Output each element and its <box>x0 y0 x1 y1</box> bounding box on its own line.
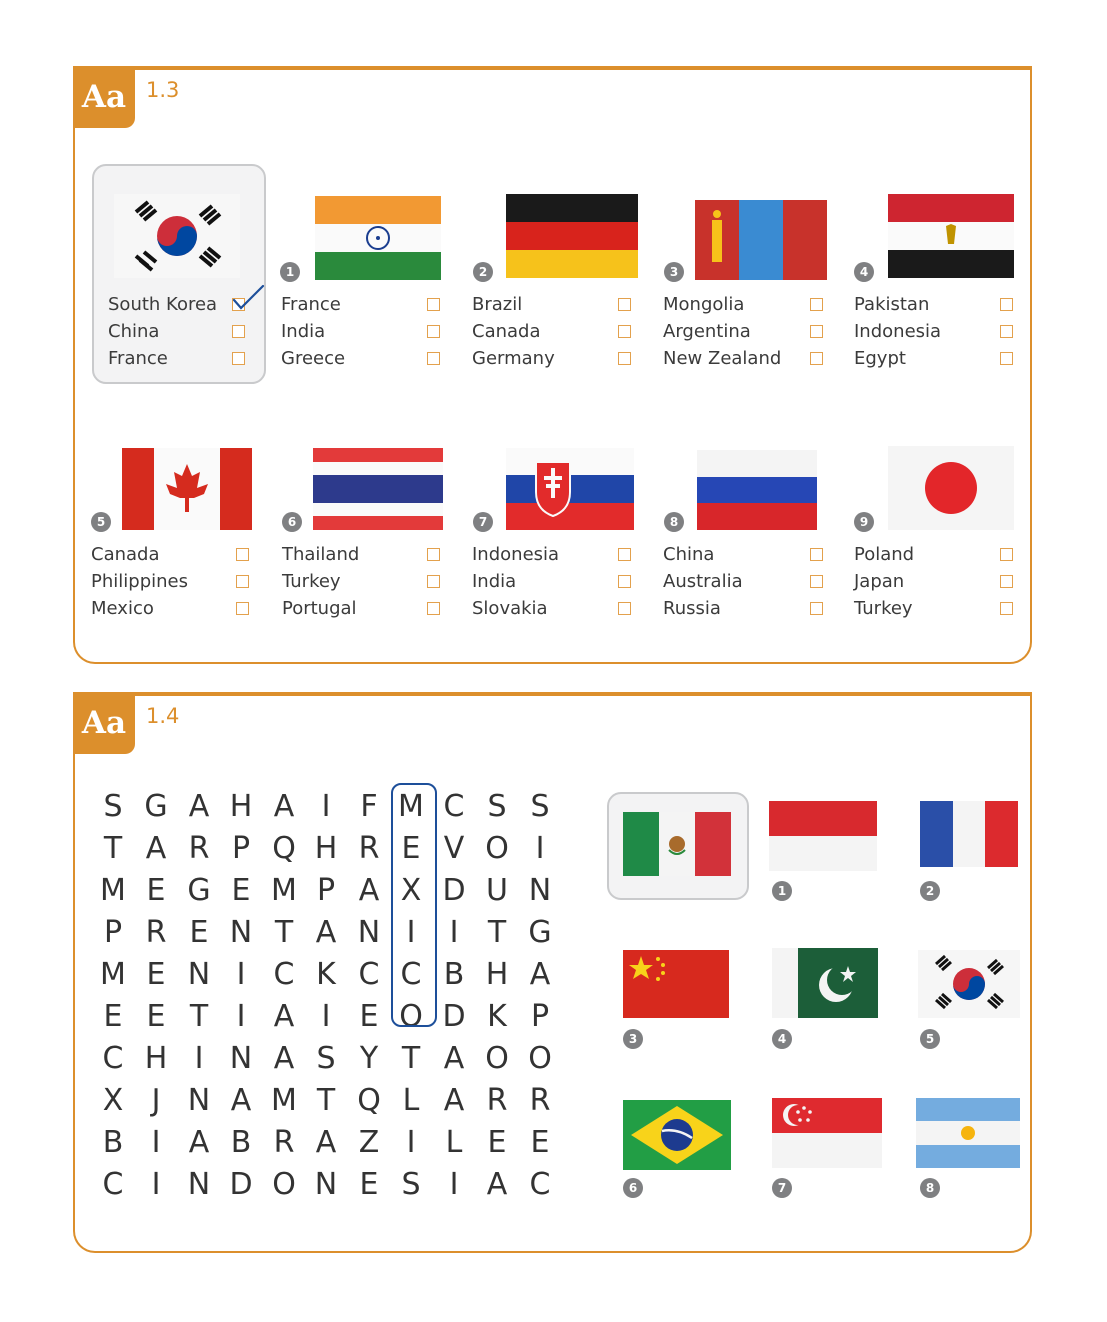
grid-letter[interactable]: R <box>188 831 210 866</box>
grid-letter[interactable]: A <box>273 1041 295 1076</box>
item-badge-2: 2 <box>473 262 493 282</box>
grid-letter[interactable]: I <box>406 915 416 950</box>
grid-letter[interactable]: C <box>443 789 465 824</box>
item-badge-6: 6 <box>282 512 302 532</box>
mongolia-flag <box>695 200 827 280</box>
grid-letter[interactable]: A <box>188 789 210 824</box>
item-8-checkbox-3[interactable] <box>810 602 823 615</box>
grid-letter[interactable]: R <box>358 831 380 866</box>
item-2-checkbox-3[interactable] <box>618 352 631 365</box>
grid-letter[interactable]: E <box>487 1125 507 1160</box>
grid-letter[interactable]: O <box>399 999 423 1034</box>
item-2-checkbox-1[interactable] <box>618 298 631 311</box>
grid-letter[interactable]: E <box>530 1125 550 1160</box>
grid-letter[interactable]: T <box>274 915 294 950</box>
south-korea-flag <box>114 194 240 278</box>
checkmark-icon <box>231 284 265 312</box>
item-5-option-3: Mexico <box>91 598 154 619</box>
grid-letter[interactable]: M <box>398 789 424 824</box>
japan-flag <box>888 446 1014 530</box>
item-2-checkbox-2[interactable] <box>618 325 631 338</box>
grid-letter[interactable]: T <box>189 999 209 1034</box>
grid-letter[interactable]: N <box>187 1167 211 1202</box>
russia-flag <box>697 450 817 530</box>
south-korea-flag <box>918 950 1020 1018</box>
flag-badge-8: 8 <box>920 1178 940 1198</box>
grid-letter[interactable]: C <box>102 1167 124 1202</box>
grid-letter[interactable]: E <box>231 873 251 908</box>
grid-letter[interactable]: I <box>535 831 545 866</box>
grid-letter[interactable]: B <box>102 1125 124 1160</box>
item-8-checkbox-1[interactable] <box>810 548 823 561</box>
grid-letter[interactable]: A <box>273 789 295 824</box>
item-3-option-1: Mongolia <box>663 294 745 315</box>
item-4-checkbox-2[interactable] <box>1000 325 1013 338</box>
item-5-checkbox-2[interactable] <box>236 575 249 588</box>
item-4-option-3: Egypt <box>854 348 906 369</box>
grid-letter[interactable]: G <box>528 915 552 950</box>
item-8-checkbox-2[interactable] <box>810 575 823 588</box>
grid-letter[interactable]: N <box>528 873 552 908</box>
example-option-2: China <box>108 321 160 342</box>
grid-letter[interactable]: I <box>321 789 331 824</box>
flag-badge-2: 2 <box>920 881 940 901</box>
item-5-checkbox-3[interactable] <box>236 602 249 615</box>
exercise-number: 1.4 <box>146 704 180 728</box>
grid-letter[interactable]: C <box>529 1167 551 1202</box>
grid-letter[interactable]: C <box>273 957 295 992</box>
grid-letter[interactable]: I <box>151 1125 161 1160</box>
grid-letter[interactable]: I <box>194 1041 204 1076</box>
pakistan-flag <box>772 948 878 1018</box>
example-checkbox-2[interactable] <box>232 325 245 338</box>
grid-letter[interactable]: I <box>449 1167 459 1202</box>
grid-letter[interactable]: L <box>402 1083 420 1118</box>
grid-letter[interactable]: I <box>321 999 331 1034</box>
item-badge-8: 8 <box>664 512 684 532</box>
exercise-1-3-panel <box>73 66 1032 664</box>
item-badge-9: 9 <box>854 512 874 532</box>
item-9-checkbox-3[interactable] <box>1000 602 1013 615</box>
grid-letter[interactable]: S <box>401 1167 421 1202</box>
flag-badge-7: 7 <box>772 1178 792 1198</box>
flag-badge-1: 1 <box>772 881 792 901</box>
item-badge-1: 1 <box>280 262 300 282</box>
word-search-grid <box>92 789 562 1209</box>
grid-letter[interactable]: D <box>229 1167 253 1202</box>
grid-letter[interactable]: S <box>316 1041 336 1076</box>
item-6-checkbox-1[interactable] <box>427 548 440 561</box>
grid-letter[interactable]: E <box>359 999 379 1034</box>
item-8-option-3: Russia <box>663 598 721 619</box>
grid-letter[interactable]: K <box>487 999 507 1034</box>
grid-letter[interactable]: K <box>316 957 336 992</box>
item-7-option-3: Slovakia <box>472 598 548 619</box>
grid-letter[interactable]: R <box>145 915 167 950</box>
grid-letter[interactable]: I <box>236 999 246 1034</box>
grid-letter[interactable]: T <box>401 1041 421 1076</box>
item-8-option-2: Australia <box>663 571 743 592</box>
item-2-option-3: Germany <box>472 348 555 369</box>
grid-letter[interactable]: H <box>485 957 509 992</box>
grid-letter[interactable]: P <box>103 915 123 950</box>
item-4-option-2: Indonesia <box>854 321 942 342</box>
grid-letter[interactable]: Q <box>357 1083 381 1118</box>
grid-letter[interactable]: N <box>314 1167 338 1202</box>
grid-letter[interactable]: T <box>487 915 507 950</box>
grid-letter[interactable]: L <box>445 1125 463 1160</box>
grid-letter[interactable]: E <box>401 831 421 866</box>
grid-letter[interactable]: O <box>272 1167 296 1202</box>
flag-badge-5: 5 <box>920 1029 940 1049</box>
grid-letter[interactable]: R <box>529 1083 551 1118</box>
grid-letter[interactable]: H <box>314 831 338 866</box>
grid-letter[interactable]: X <box>400 873 422 908</box>
item-3-option-2: Argentina <box>663 321 751 342</box>
grid-letter[interactable]: A <box>358 873 380 908</box>
grid-letter[interactable]: I <box>236 957 246 992</box>
mexico-flag <box>623 812 731 876</box>
grid-letter[interactable]: I <box>449 915 459 950</box>
grid-letter[interactable]: Y <box>359 1041 379 1076</box>
item-9-checkbox-2[interactable] <box>1000 575 1013 588</box>
item-6-option-1: Thailand <box>282 544 360 565</box>
brazil-flag <box>623 1100 731 1170</box>
grid-letter[interactable]: C <box>400 957 422 992</box>
grid-letter[interactable]: F <box>360 789 378 824</box>
grid-letter[interactable]: H <box>229 789 253 824</box>
grid-letter[interactable]: E <box>359 1167 379 1202</box>
item-8-option-1: China <box>663 544 715 565</box>
item-5-option-2: Philippines <box>91 571 188 592</box>
france-flag <box>920 801 1018 867</box>
vocabulary-label: Aa <box>73 66 135 128</box>
item-6-checkbox-2[interactable] <box>427 575 440 588</box>
item-5-checkbox-1[interactable] <box>236 548 249 561</box>
grid-letter[interactable]: J <box>151 1083 161 1118</box>
grid-letter[interactable]: A <box>188 1125 210 1160</box>
grid-letter[interactable]: E <box>103 999 123 1034</box>
grid-letter[interactable]: A <box>230 1083 252 1118</box>
india-flag <box>315 196 441 280</box>
grid-letter[interactable]: A <box>443 1041 465 1076</box>
item-9-checkbox-1[interactable] <box>1000 548 1013 561</box>
grid-letter[interactable]: O <box>485 831 509 866</box>
item-1-checkbox-1[interactable] <box>427 298 440 311</box>
grid-letter[interactable]: C <box>358 957 380 992</box>
item-3-checkbox-2[interactable] <box>810 325 823 338</box>
item-badge-7: 7 <box>473 512 493 532</box>
item-9-option-2: Japan <box>854 571 905 592</box>
grid-letter[interactable]: X <box>102 1083 124 1118</box>
grid-letter[interactable]: R <box>273 1125 295 1160</box>
item-1-option-3: Greece <box>281 348 346 369</box>
item-badge-3: 3 <box>664 262 684 282</box>
germany-flag <box>506 194 638 278</box>
grid-letter[interactable]: E <box>189 915 209 950</box>
thailand-flag <box>313 448 443 530</box>
item-9-option-1: Poland <box>854 544 915 565</box>
item-3-checkbox-3[interactable] <box>810 352 823 365</box>
grid-letter[interactable]: E <box>146 873 166 908</box>
grid-letter[interactable]: A <box>315 915 337 950</box>
grid-letter[interactable]: I <box>151 1167 161 1202</box>
grid-letter[interactable]: N <box>229 1041 253 1076</box>
example-option-1: South Korea <box>108 294 218 315</box>
example-option-3: France <box>108 348 168 369</box>
item-badge-5: 5 <box>91 512 111 532</box>
grid-letter[interactable]: A <box>273 999 295 1034</box>
grid-letter[interactable]: P <box>316 873 336 908</box>
item-4-checkbox-3[interactable] <box>1000 352 1013 365</box>
grid-letter[interactable]: D <box>442 999 466 1034</box>
grid-letter[interactable]: E <box>146 999 166 1034</box>
grid-letter[interactable]: D <box>442 873 466 908</box>
exercise-number: 1.3 <box>146 78 180 102</box>
grid-letter[interactable]: G <box>187 873 211 908</box>
flag-badge-3: 3 <box>623 1029 643 1049</box>
item-7-option-1: Indonesia <box>472 544 560 565</box>
item-5-option-1: Canada <box>91 544 160 565</box>
grid-letter[interactable]: M <box>271 873 297 908</box>
item-1-option-1: France <box>281 294 341 315</box>
item-7-checkbox-2[interactable] <box>618 575 631 588</box>
grid-letter[interactable]: B <box>443 957 465 992</box>
grid-letter[interactable]: A <box>486 1167 508 1202</box>
grid-letter[interactable]: Z <box>358 1125 380 1160</box>
item-7-option-2: India <box>472 571 517 592</box>
item-badge-4: 4 <box>854 262 874 282</box>
exercise-1-4-panel <box>73 692 1032 1253</box>
item-9-option-3: Turkey <box>854 598 913 619</box>
indonesia-flag <box>769 801 877 871</box>
grid-letter[interactable]: R <box>486 1083 508 1118</box>
grid-letter[interactable]: S <box>103 789 123 824</box>
flag-badge-6: 6 <box>623 1178 643 1198</box>
grid-letter[interactable]: P <box>231 831 251 866</box>
grid-letter[interactable]: T <box>316 1083 336 1118</box>
grid-letter[interactable]: P <box>530 999 550 1034</box>
grid-letter[interactable]: V <box>443 831 465 866</box>
item-6-option-3: Portugal <box>282 598 357 619</box>
argentina-flag <box>916 1098 1020 1168</box>
circled-word-mexico <box>391 783 437 1027</box>
item-7-checkbox-1[interactable] <box>618 548 631 561</box>
grid-letter[interactable]: E <box>146 957 166 992</box>
item-1-checkbox-2[interactable] <box>427 325 440 338</box>
item-2-option-2: Canada <box>472 321 541 342</box>
grid-letter[interactable]: M <box>100 957 126 992</box>
item-3-checkbox-1[interactable] <box>810 298 823 311</box>
grid-letter[interactable]: N <box>357 915 381 950</box>
grid-letter[interactable]: H <box>144 1041 168 1076</box>
grid-letter[interactable]: Q <box>272 831 296 866</box>
grid-letter[interactable]: O <box>528 1041 552 1076</box>
grid-letter[interactable]: G <box>144 789 168 824</box>
grid-letter[interactable]: M <box>100 873 126 908</box>
item-3-option-3: New Zealand <box>663 348 782 369</box>
grid-letter[interactable]: A <box>145 831 167 866</box>
grid-letter[interactable]: N <box>187 957 211 992</box>
item-4-checkbox-1[interactable] <box>1000 298 1013 311</box>
egypt-flag <box>888 194 1014 278</box>
singapore-flag <box>772 1098 882 1168</box>
grid-letter[interactable]: C <box>102 1041 124 1076</box>
grid-letter[interactable]: A <box>529 957 551 992</box>
grid-letter[interactable]: T <box>103 831 123 866</box>
item-2-option-1: Brazil <box>472 294 523 315</box>
grid-letter[interactable]: O <box>485 1041 509 1076</box>
grid-letter[interactable]: S <box>487 789 507 824</box>
item-7-checkbox-3[interactable] <box>618 602 631 615</box>
item-1-option-2: India <box>281 321 326 342</box>
slovakia-flag <box>506 448 634 530</box>
grid-letter[interactable]: A <box>443 1083 465 1118</box>
grid-letter[interactable]: A <box>315 1125 337 1160</box>
grid-letter[interactable]: N <box>229 915 253 950</box>
item-4-option-1: Pakistan <box>854 294 930 315</box>
china-flag <box>623 950 729 1018</box>
grid-letter[interactable]: I <box>406 1125 416 1160</box>
item-6-checkbox-3[interactable] <box>427 602 440 615</box>
grid-letter[interactable]: B <box>230 1125 252 1160</box>
item-6-option-2: Turkey <box>282 571 341 592</box>
flag-badge-4: 4 <box>772 1029 792 1049</box>
vocabulary-label: Aa <box>73 692 135 754</box>
grid-letter[interactable]: S <box>530 789 550 824</box>
grid-letter[interactable]: M <box>271 1083 297 1118</box>
example-checkbox-3[interactable] <box>232 352 245 365</box>
grid-letter[interactable]: N <box>187 1083 211 1118</box>
item-1-checkbox-3[interactable] <box>427 352 440 365</box>
grid-letter[interactable]: U <box>486 873 508 908</box>
canada-flag <box>122 448 252 530</box>
